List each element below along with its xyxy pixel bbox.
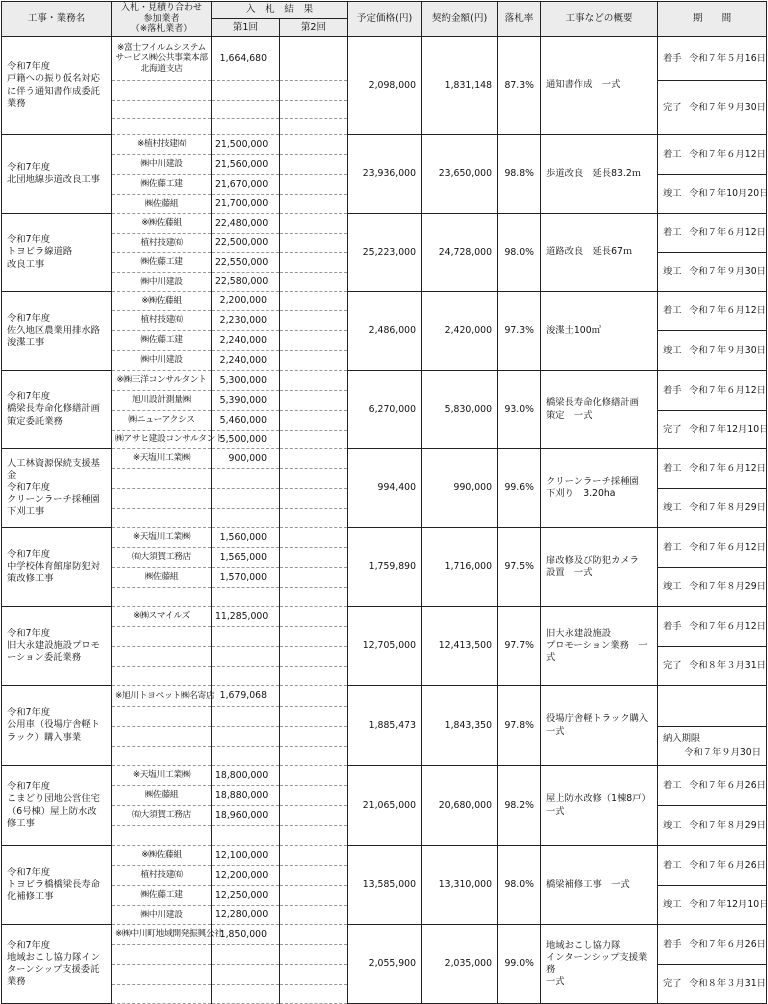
end-date: 令和８年３月31日 — [689, 660, 766, 672]
period-start — [658, 528, 767, 568]
bid-round2 — [280, 273, 348, 292]
start-date: 令和７年６月26日 — [689, 859, 766, 871]
bid-round1: 1,679,068 — [212, 686, 280, 707]
bid-round1: 21,700,000 — [212, 195, 280, 214]
start-date: 令和７年６月12日 — [689, 148, 766, 160]
delivery-date: 令和７年９月30日 — [684, 747, 761, 758]
bid-round1: 18,880,000 — [212, 786, 280, 806]
bid-round1: 5,500,000 — [212, 431, 280, 449]
bidder-name: ㈲大須賀工務店 — [112, 548, 212, 568]
period-end — [658, 253, 767, 292]
table-row — [2, 766, 767, 786]
start-date: 令和７年６月12日 — [689, 462, 766, 474]
bidder-name — [112, 707, 212, 727]
bid-round1 — [212, 588, 280, 607]
header-round1: 第1回 — [212, 19, 280, 37]
start-date: 令和７年５月16日 — [689, 52, 766, 64]
delivery-deadline — [658, 727, 767, 766]
bidder-name: ※㈱三洋コンサルタント — [112, 371, 212, 391]
bidder-name — [112, 667, 212, 686]
end-label: 竣工 — [663, 188, 682, 200]
header-bidders: 入札・見積り合わせ 参加業者 （※落札業者） — [112, 2, 212, 37]
bid-round2 — [280, 509, 348, 528]
award-rate: 97.3% — [498, 292, 541, 371]
project-name: 令和7年度 中学校体育館扉防犯対 策改修工事 — [2, 528, 112, 607]
end-label: 竣工 — [663, 502, 682, 514]
period-start — [658, 371, 767, 411]
bid-round1: 900,000 — [212, 449, 280, 469]
bid-round2 — [280, 906, 348, 925]
bid-round2 — [280, 686, 348, 707]
start-label: 着手 — [663, 384, 682, 396]
end-label: 竣工 — [663, 819, 682, 831]
bid-round1 — [212, 469, 280, 489]
period-blank — [658, 686, 767, 727]
bid-round2 — [280, 707, 348, 727]
period-start — [658, 135, 767, 175]
contract-amount: 990,000 — [422, 449, 498, 528]
table-row — [2, 371, 767, 391]
bidder-name — [112, 826, 212, 846]
planned-price: 21,065,000 — [348, 766, 422, 846]
bid-round2 — [280, 101, 348, 119]
contract-amount: 2,035,000 — [422, 925, 498, 1004]
award-rate: 98.0% — [498, 214, 541, 292]
bid-round2 — [280, 489, 348, 509]
work-summary: 歩道改良 延長83.2ｍ — [541, 135, 658, 214]
bidder-name: 旭川設計測量㈱ — [112, 391, 212, 411]
work-summary: 役場庁舎軽トラック購入 一式 — [541, 686, 658, 766]
start-date: 令和７年６月12日 — [689, 227, 766, 239]
bid-round2 — [280, 431, 348, 449]
bid-round2 — [280, 528, 348, 548]
project-name: 令和7年度 トヨビラ橋橋梁長寿命 化補修工事 — [2, 846, 112, 925]
period-end — [658, 175, 767, 214]
bidder-name: ※天塩川工業㈱ — [112, 766, 212, 786]
bidder-name — [112, 647, 212, 667]
bidder-name: ㈱佐藤工建 — [112, 253, 212, 273]
contract-amount: 1,843,350 — [422, 686, 498, 766]
work-summary: 通知書作成 一式 — [541, 37, 658, 135]
bid-round1: 2,230,000 — [212, 311, 280, 331]
bid-round1: 5,300,000 — [212, 371, 280, 391]
bidder-name: ㈱アサヒ建設コンサルタント — [112, 431, 212, 449]
bid-round1: 21,670,000 — [212, 175, 280, 195]
start-label: 着工 — [663, 779, 682, 791]
bid-round2 — [280, 886, 348, 906]
bid-round1: 1,664,680 — [212, 37, 280, 81]
project-name: 人工林資源保続支援基 金 令和7年度 クリーンラーチ採種園 下刈工事 — [2, 449, 112, 528]
contract-amount: 2,420,000 — [422, 292, 498, 371]
end-date: 令和８年３月31日 — [689, 978, 766, 990]
period-end — [658, 331, 767, 371]
bid-round1: 12,250,000 — [212, 886, 280, 906]
bidder-name — [112, 509, 212, 528]
planned-price: 2,055,900 — [348, 925, 422, 1004]
bidder-name — [112, 81, 212, 101]
work-summary: クリーンラーチ採種園 下刈り 3.20ha — [541, 449, 658, 528]
project-name: 令和7年度 こまどり団地公営住宅 （6号棟）屋上防水改 修工事 — [2, 766, 112, 846]
header-name: 工事・業務名 — [2, 2, 112, 37]
bid-round1 — [212, 707, 280, 727]
period-end — [658, 965, 767, 1004]
contract-amount: 1,716,000 — [422, 528, 498, 607]
bid-round2 — [280, 548, 348, 568]
bid-round2 — [280, 846, 348, 866]
bid-round1 — [212, 747, 280, 766]
bid-round1 — [212, 81, 280, 101]
table-header — [2, 2, 767, 37]
bid-round1: 22,580,000 — [212, 273, 280, 292]
contract-amount: 20,680,000 — [422, 766, 498, 846]
bid-round2 — [280, 568, 348, 588]
bid-round1 — [212, 985, 280, 1004]
bid-round2 — [280, 866, 348, 886]
table-row — [2, 846, 767, 866]
planned-price: 6,270,000 — [348, 371, 422, 449]
bidder-name: ㈱佐藤組 — [112, 195, 212, 214]
bid-round2 — [280, 747, 348, 766]
bid-round2 — [280, 806, 348, 826]
project-name: 令和7年度 北団地線歩道改良工事 — [2, 135, 112, 214]
planned-price: 2,486,000 — [348, 292, 422, 371]
period-start — [658, 37, 767, 81]
bid-round2 — [280, 826, 348, 846]
table-row — [2, 925, 767, 945]
bid-round2 — [280, 449, 348, 469]
award-rate: 98.8% — [498, 135, 541, 214]
bid-round2 — [280, 195, 348, 214]
bidder-name: 植村技建㈲ — [112, 866, 212, 886]
bidder-name: ※㈱スマイルズ — [112, 607, 212, 627]
bid-round2 — [280, 331, 348, 351]
bid-round1: 18,800,000 — [212, 766, 280, 786]
bidder-name — [112, 747, 212, 766]
project-name: 令和7年度 佐久地区農業用排水路 浚渫工事 — [2, 292, 112, 371]
bid-round1: 2,240,000 — [212, 331, 280, 351]
bidder-name: ※天塩川工業㈱ — [112, 449, 212, 469]
award-rate: 99.0% — [498, 925, 541, 1004]
bid-round2 — [280, 292, 348, 311]
start-date: 令和７年６月26日 — [689, 779, 766, 791]
bidder-name — [112, 469, 212, 489]
start-label: 着工 — [663, 148, 682, 160]
bid-round2 — [280, 965, 348, 985]
bid-round1: 22,550,000 — [212, 253, 280, 273]
bid-round1: 11,285,000 — [212, 607, 280, 627]
end-date: 令和７年９月30日 — [689, 266, 766, 278]
bid-round1 — [212, 727, 280, 747]
bid-round1: 1,565,000 — [212, 548, 280, 568]
bid-round2 — [280, 469, 348, 489]
planned-price: 1,885,473 — [348, 686, 422, 766]
table-row — [2, 607, 767, 627]
bid-round2 — [280, 311, 348, 331]
work-summary: 旧大永建設施設 プロモーション業務 一式 — [541, 607, 658, 686]
bid-round2 — [280, 647, 348, 667]
project-name: 令和7年度 公用車（役場庁舎軽ト ラック）購入事業 — [2, 686, 112, 766]
bid-round2 — [280, 37, 348, 81]
bid-round1: 1,570,000 — [212, 568, 280, 588]
bid-round2 — [280, 588, 348, 607]
work-summary: 地域おこし協力隊 インターンシップ支援業務 一式 — [541, 925, 658, 1004]
period-end — [658, 568, 767, 607]
bid-round1: 18,960,000 — [212, 806, 280, 826]
period-end — [658, 806, 767, 846]
bidder-name: ㈱佐藤工建 — [112, 175, 212, 195]
planned-price: 25,223,000 — [348, 214, 422, 292]
end-date: 令和７年９月30日 — [689, 101, 766, 113]
project-name: 令和7年度 戸籍への振り仮名対応 に伴う通知書作成委託 業務 — [2, 37, 112, 135]
end-date: 令和７年８月29日 — [689, 819, 766, 831]
end-date: 令和７年８月29日 — [689, 502, 766, 514]
bidder-name: ※㈱佐藤組 — [112, 846, 212, 866]
header-round2: 第2回 — [280, 19, 348, 37]
bid-round1: 1,850,000 — [212, 925, 280, 945]
contract-amount: 24,728,000 — [422, 214, 498, 292]
end-date: 令和７年８月29日 — [689, 581, 766, 593]
start-label: 着工 — [663, 541, 682, 553]
period-end — [658, 81, 767, 135]
bidder-name: ※㈱佐藤組 — [112, 292, 212, 311]
bid-round1 — [212, 965, 280, 985]
bid-round2 — [280, 391, 348, 411]
planned-price: 2,098,000 — [348, 37, 422, 135]
bidder-name — [112, 627, 212, 647]
award-rate: 98.0% — [498, 846, 541, 925]
table-row — [2, 37, 767, 61]
bidder-name — [112, 119, 212, 135]
period-end — [658, 411, 767, 449]
project-name: 令和7年度 トヨビラ線道路 改良工事 — [2, 214, 112, 292]
start-label: 着工 — [663, 859, 682, 871]
bidder-name — [112, 985, 212, 1004]
bid-round1: 21,560,000 — [212, 155, 280, 175]
bid-round1: 1,560,000 — [212, 528, 280, 548]
header-result: 入 札 結 果 — [212, 2, 348, 19]
project-name: 令和7年度 旧大永建設施設プロモ ーション委託業務 — [2, 607, 112, 686]
project-name: 令和7年度 橋梁長寿命化修繕計画 策定委託業務 — [2, 371, 112, 449]
bid-round2 — [280, 627, 348, 647]
start-label: 着工 — [663, 462, 682, 474]
bid-round2 — [280, 727, 348, 747]
bidder-name: ※㈱中川町地域開発振興公社 — [112, 925, 212, 945]
bid-round2 — [280, 351, 348, 371]
bid-round1: 21,500,000 — [212, 135, 280, 155]
bidder-name: ※旭川トヨペット㈱名寄店 — [112, 686, 212, 707]
bidder-name: ㈱佐藤工建 — [112, 331, 212, 351]
header-period: 期 間 — [658, 2, 767, 37]
bid-round1 — [212, 826, 280, 846]
end-label: 完了 — [663, 660, 682, 672]
bid-round2 — [280, 175, 348, 195]
bidder-name: ㈱佐藤工建 — [112, 886, 212, 906]
project-name: 令和7年度 地域おこし協力隊イン ターンシップ支援委託 業務 — [2, 925, 112, 1004]
bidder-name: 植村技建㈲ — [112, 234, 212, 253]
period-start — [658, 292, 767, 331]
bidder-name — [112, 727, 212, 747]
table-row — [2, 135, 767, 155]
bid-round2 — [280, 81, 348, 101]
planned-price: 23,936,000 — [348, 135, 422, 214]
start-label: 着手 — [663, 620, 682, 632]
award-rate: 97.7% — [498, 607, 541, 686]
bidder-name: ※富士フイルムシステム サービス㈱公共事業本部 北海道支店 — [112, 37, 212, 81]
bid-round2 — [280, 253, 348, 273]
end-label: 完了 — [663, 423, 682, 435]
bidder-name: ※㈱佐藤組 — [112, 214, 212, 234]
header-rate: 落札率 — [498, 2, 541, 37]
work-summary: 浚渫土100㎥ — [541, 292, 658, 371]
table-row — [2, 214, 767, 234]
bidder-name: ㈱ニューアクシス — [112, 411, 212, 431]
work-summary: 屋上防水改修（1棟8戸） 一式 — [541, 766, 658, 846]
period-start — [658, 846, 767, 886]
bid-round2 — [280, 985, 348, 1004]
bid-round1 — [212, 667, 280, 686]
bid-round1: 5,390,000 — [212, 391, 280, 411]
bid-round2 — [280, 766, 348, 786]
header-summary: 工事などの概要 — [541, 2, 658, 37]
header-contract: 契約金額(円) — [422, 2, 498, 37]
bidder-name: ※天塩川工業㈱ — [112, 528, 212, 548]
bidder-name: ㈱中川建設 — [112, 155, 212, 175]
award-rate: 98.2% — [498, 766, 541, 846]
bid-round2 — [280, 214, 348, 234]
end-date: 令和７年10月20日 — [689, 188, 768, 200]
bidder-name — [112, 101, 212, 119]
end-date: 令和７年12月10日 — [689, 423, 768, 435]
period-start — [658, 607, 767, 647]
start-date: 令和７年６月26日 — [689, 938, 766, 950]
work-summary: 橋梁長寿命化修繕計画 策定 一式 — [541, 371, 658, 449]
bid-round1: 22,500,000 — [212, 234, 280, 253]
period-start — [658, 766, 767, 806]
work-summary: 道路改良 延長67ｍ — [541, 214, 658, 292]
table-row — [2, 292, 767, 311]
end-label: 竣工 — [663, 581, 682, 593]
table-body — [2, 37, 767, 1004]
award-rate: 97.8% — [498, 686, 541, 766]
bid-round2 — [280, 234, 348, 253]
bidder-name — [112, 965, 212, 985]
bid-round2 — [280, 371, 348, 391]
table-row — [2, 449, 767, 469]
bidder-name: ㈱佐藤組 — [112, 568, 212, 588]
bidder-name: ㈱中川建設 — [112, 906, 212, 925]
bidder-name: ㈱中川建設 — [112, 351, 212, 371]
start-date: 令和７年６月12日 — [689, 305, 766, 317]
bid-results-table — [1, 1, 767, 1004]
bid-round2 — [280, 135, 348, 155]
bid-round1: 12,200,000 — [212, 866, 280, 886]
bid-round2 — [280, 119, 348, 135]
award-rate: 93.0% — [498, 371, 541, 449]
start-label: 着手 — [663, 52, 682, 64]
bid-round1 — [212, 627, 280, 647]
planned-price: 12,705,000 — [348, 607, 422, 686]
contract-amount: 23,650,000 — [422, 135, 498, 214]
award-rate: 87.3% — [498, 37, 541, 135]
bidder-name: ※植村技建㈲ — [112, 135, 212, 155]
end-label: 竣工 — [663, 899, 682, 911]
bid-round1 — [212, 489, 280, 509]
bidder-name — [112, 945, 212, 965]
start-label: 着工 — [663, 227, 682, 239]
header-planned: 予定価格(円) — [348, 2, 422, 37]
bid-round1: 12,280,000 — [212, 906, 280, 925]
end-label: 竣工 — [663, 344, 682, 356]
contract-amount: 12,413,500 — [422, 607, 498, 686]
bidder-name: ㈱中川建設 — [112, 273, 212, 292]
bid-round1 — [212, 101, 280, 119]
bid-round2 — [280, 945, 348, 965]
period-end — [658, 886, 767, 925]
start-date: 令和７年６月12日 — [689, 384, 766, 396]
bid-round2 — [280, 667, 348, 686]
planned-price: 13,585,000 — [348, 846, 422, 925]
contract-amount: 13,310,000 — [422, 846, 498, 925]
start-label: 着手 — [663, 938, 682, 950]
planned-price: 1,759,890 — [348, 528, 422, 607]
bid-round2 — [280, 607, 348, 627]
work-summary: 扉改修及び防犯カメラ 設置 一式 — [541, 528, 658, 607]
bid-round1 — [212, 509, 280, 528]
award-rate: 97.5% — [498, 528, 541, 607]
end-label: 完了 — [663, 101, 682, 113]
table-row — [2, 528, 767, 548]
bid-round2 — [280, 155, 348, 175]
bid-round1: 22,480,000 — [212, 214, 280, 234]
bidder-name — [112, 588, 212, 607]
start-date: 令和７年６月12日 — [689, 541, 766, 553]
bid-round1: 2,200,000 — [212, 292, 280, 311]
bidder-name: ㈱佐藤組 — [112, 786, 212, 806]
work-summary: 橋梁補修工事 一式 — [541, 846, 658, 925]
bid-round1 — [212, 647, 280, 667]
period-start — [658, 214, 767, 253]
planned-price: 994,400 — [348, 449, 422, 528]
bid-round2 — [280, 925, 348, 945]
end-label: 完了 — [663, 978, 682, 990]
period-end — [658, 489, 767, 528]
bid-round2 — [280, 786, 348, 806]
end-date: 令和７年９月30日 — [689, 344, 766, 356]
contract-amount: 5,830,000 — [422, 371, 498, 449]
bid-round1: 12,100,000 — [212, 846, 280, 866]
end-date: 令和７年12月10日 — [689, 899, 768, 911]
table-row — [2, 686, 767, 707]
bidder-name — [112, 489, 212, 509]
bid-round1 — [212, 119, 280, 135]
period-start — [658, 449, 767, 489]
bid-round2 — [280, 411, 348, 431]
bid-round1: 5,460,000 — [212, 411, 280, 431]
bid-round1: 2,240,000 — [212, 351, 280, 371]
contract-amount: 1,831,148 — [422, 37, 498, 135]
bidder-name: ㈲大須賀工務店 — [112, 806, 212, 826]
bid-round1 — [212, 945, 280, 965]
delivery-label: 納入期限 — [663, 733, 701, 745]
period-end — [658, 647, 767, 686]
bidder-name: 植村技建㈲ — [112, 311, 212, 331]
end-label: 竣工 — [663, 266, 682, 278]
start-date: 令和７年６月12日 — [689, 620, 766, 632]
award-rate: 99.6% — [498, 449, 541, 528]
start-label: 着工 — [663, 305, 682, 317]
period-start — [658, 925, 767, 965]
